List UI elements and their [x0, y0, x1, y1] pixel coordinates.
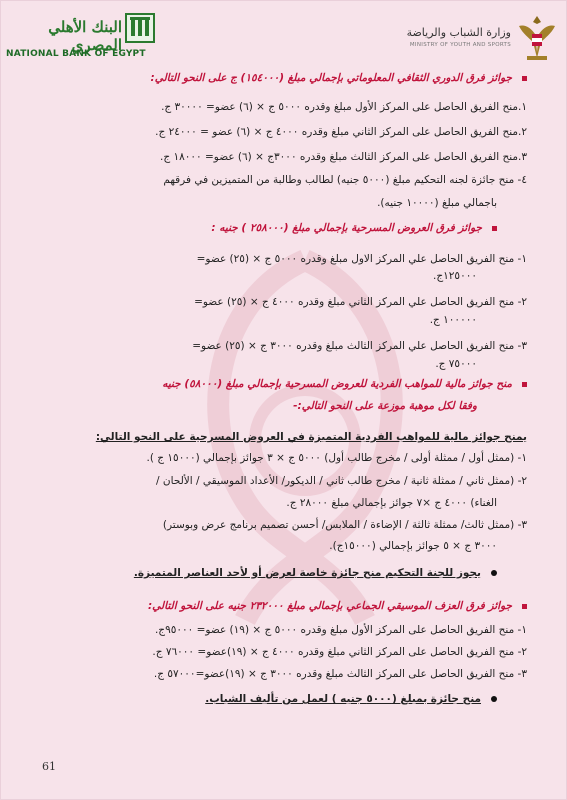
- section-heading-theatre: جوائز فرق العروض المسرحية بإجمالي مبلغ (٢٥٨٠٠٠ ) جنيه :: [211, 222, 497, 234]
- bank-logo-icon: [124, 12, 156, 44]
- list-item: ٣- منح الفريق الحاصل علي المركز الثالث مبلغ وقدره ٣٠٠٠ ج × (٢٥) عضو=: [192, 340, 527, 352]
- list-item-continuation: ١٢٥٠٠٠ج.: [433, 270, 477, 282]
- section-heading-talents: منح جوائز مالية للمواهب الفردية للعروض المسرحية بإجمالي مبلغ (٥٨٠٠٠) جنيه: [162, 378, 527, 390]
- list-item: ٣- منح الفريق الحاصل على المركز الثالث مبلغ وقدره ٣٠٠٠ ج × (١٩)عضو=٥٧٠٠٠ ج.: [153, 668, 527, 680]
- list-item: ١- منح الفريق الحاصل علي المركز الاول مبلغ وقدره ٥٠٠٠ ج × (٢٥) عضو=: [196, 253, 527, 265]
- ministry-header: [405, 12, 565, 68]
- paragraph-title: يمنح جوائز مالية للمواهب الفردية المتميزة في العروض المسرحية على النحو التالي:: [95, 431, 527, 443]
- list-item: ٢- (ممثل ثاني / ممثلة ثانية / مخرج طالب ثاني / الديكور/ الأعداد الموسيقي / الألحان /: [156, 475, 527, 487]
- ministry-name-arabic: وزارة الشباب والرياضة: [406, 26, 511, 39]
- note-line: منح جائزة بمبلغ (٥٠٠٠ جنيه ) لعمل من تأليف الشباب.: [205, 693, 497, 705]
- bullet-icon: [522, 382, 527, 387]
- section-heading-cultural: جوائز فرق الدوري الثقافي المعلوماتي بإجمالي مبلغ (١٥٤٠٠٠) ج على النحو التالي:: [151, 72, 527, 84]
- list-item: ٢- منح الفريق الحاصل على المركز الثاني مبلغ وقدره ٤٠٠٠ ج × (١٩)عضو= ٧٦٠٠٠ ج.: [152, 646, 527, 658]
- bullet-icon: [522, 604, 527, 609]
- list-item: ٢.منح الفريق الحاصل على المركز الثاني مبلغ وقدره ٤٠٠٠ ج × (٦) عضو = ٢٤٠٠٠ ج.: [155, 126, 527, 138]
- note-line: يجوز للجنة التحكيم منح جائزة خاصة لعرض أو لأحد العناصر المتميزة.: [134, 567, 497, 579]
- bank-name-english: NATIONAL BANK OF EGYPT: [6, 49, 146, 59]
- bullet-dot-icon: [491, 696, 497, 702]
- bank-header: [4, 12, 154, 68]
- eagle-emblem-icon: [515, 12, 559, 64]
- list-item-continuation: ٧٥٠٠٠ ج.: [435, 358, 477, 370]
- list-item-continuation: ١٠٠٠٠٠ ج.: [429, 314, 477, 326]
- list-item-continuation: ٣٠٠٠ ج × ٥ جوائز بإجمالي (١٥٠٠٠ج).: [329, 540, 497, 552]
- list-item: ٣.منح الفريق الحاصل على المركز الثالث مبلغ وقدره ٣٠٠٠ج × (٦) عضو= ١٨٠٠٠ ج.: [160, 151, 527, 163]
- section-heading-music: جوائز فرق العزف الموسيقي الجماعي بإجمالي مبلغ ٢٣٢٠٠٠ جنيه على النحو التالي:: [148, 600, 527, 612]
- ministry-name-english: MINISTRY OF YOUTH AND SPORTS: [409, 42, 511, 48]
- list-item: ٢- منح الفريق الحاصل علي المركز الثاني مبلغ وقدره ٤٠٠٠ ج × (٢٥) عضو=: [194, 296, 527, 308]
- list-item: ٣- (ممثل ثالث/ ممثلة ثالثة / الإضاءة / الملابس/ أحسن تصميم برنامج عرض وبوستر): [162, 519, 527, 531]
- list-item-continuation: باجمالي مبلغ (١٠٠٠٠ جنيه).: [377, 197, 497, 209]
- bank-name-arabic: البنك الأهلي المصري: [48, 18, 122, 54]
- list-item: ١- منح الفريق الحاصل على المركز الأول مبلغ وقدره ٥٠٠٠ ج × (١٩) عضو= ٩٥٠٠٠ج.: [154, 624, 527, 636]
- bullet-icon: [492, 226, 497, 231]
- bullet-icon: [522, 76, 527, 81]
- list-item: ٤- منح جائزة لجنه التحكيم مبلغ (٥٠٠٠ جنيه) لطالب وطالبة من المتميزين في فرقهم: [163, 174, 527, 186]
- page-number: 61: [42, 760, 56, 773]
- list-item: ١- (ممثل أول / ممثلة أولى / مخرج طالب أول) ٥٠٠٠ ج × ٣ جوائز بإجمالي (١٥٠٠٠ ج ).: [146, 452, 527, 464]
- bullet-dot-icon: [491, 570, 497, 576]
- list-item-continuation: الغناء) ٤٠٠٠ ج ×٧ جوائز بإجمالي مبلغ ٢٨٠٠٠ ج.: [286, 497, 497, 509]
- section-heading-talents-continuation: وفقا لكل موهبة موزعة على النحو التالي:-: [293, 400, 477, 412]
- list-item: ١.منح الفريق الحاصل على المركز الأول مبلغ وقدره ٥٠٠٠ ج × (٦) عضو= ٣٠٠٠٠ ج.: [161, 101, 527, 113]
